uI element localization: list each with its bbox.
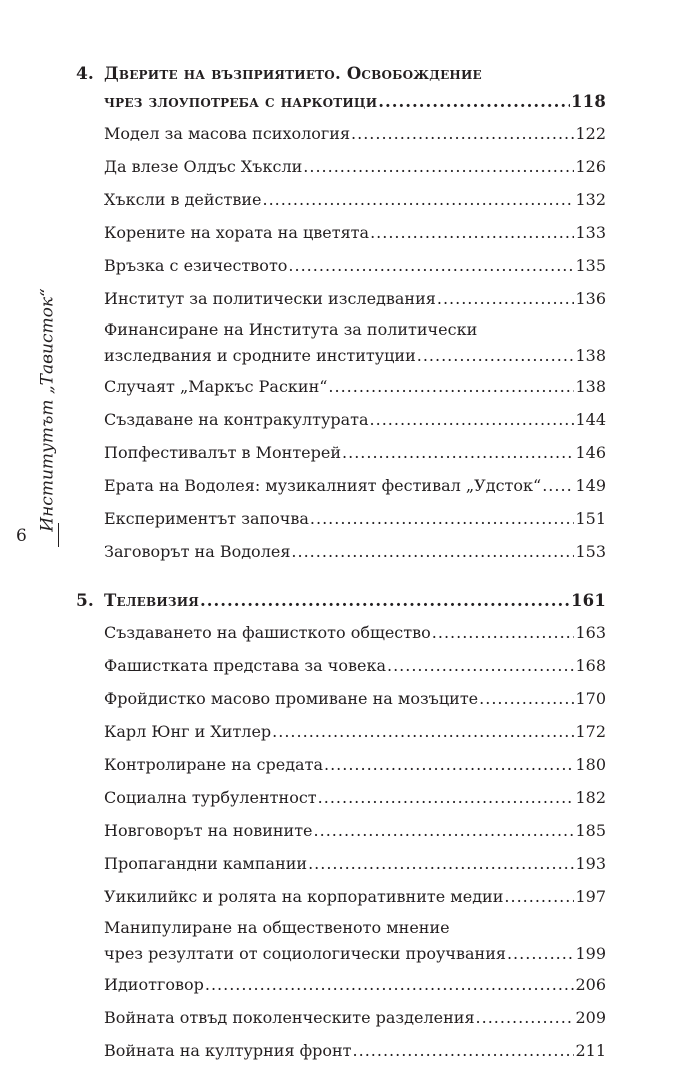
- dot-leader: [200, 587, 570, 615]
- table-of-contents: [76, 60, 606, 1066]
- dot-leader: [479, 684, 574, 714]
- page-ref: 138: [575, 346, 606, 365]
- entry-title: Войната отвъд поколенческите разделения: [104, 1008, 475, 1027]
- dot-leader: [387, 651, 574, 681]
- toc-entry[interactable]: [104, 284, 606, 314]
- dot-leader: [262, 185, 574, 215]
- dot-leader: [310, 504, 575, 534]
- dot-leader: [504, 882, 574, 912]
- page-ref: 138: [575, 377, 606, 396]
- dot-leader: [476, 1003, 575, 1033]
- entry-title: Фашистката представа за човека: [104, 656, 386, 675]
- chapter-number: 5.: [76, 591, 94, 611]
- folio-divider: [58, 523, 59, 547]
- page-ref: 135: [575, 256, 606, 275]
- dot-leader: [314, 816, 575, 846]
- entry-title-line: Манипулиране на общественото мнение: [104, 918, 450, 937]
- toc-entry[interactable]: [104, 152, 606, 182]
- page-ref: 197: [575, 887, 606, 906]
- entry-title: Институт за политически изследвания: [104, 289, 436, 308]
- toc-entry[interactable]: [104, 915, 606, 967]
- chapter-number: 4.: [76, 64, 94, 84]
- entry-title: Да влезе Олдъс Хъксли: [104, 157, 303, 176]
- toc-entry[interactable]: [104, 119, 606, 149]
- page-ref: 193: [575, 854, 606, 873]
- toc-entry[interactable]: [104, 471, 606, 501]
- entry-title-line: изследвания и сродните институции: [104, 346, 416, 365]
- chapter-title-line: Дверите на възприятието. Освобождение: [104, 64, 482, 83]
- dot-leader: [288, 251, 574, 281]
- entry-title: Фройдистко масово промиване на мозъците: [104, 689, 479, 708]
- entry-title: Хъксли в действие: [104, 190, 262, 209]
- entry-title-line: чрез резултати от социологически проучвания: [104, 944, 506, 963]
- page-ref: 180: [575, 755, 606, 774]
- entry-title: Създаване на контракултурата: [104, 410, 369, 429]
- dot-leader: [353, 1036, 575, 1066]
- page-ref: 168: [575, 656, 606, 675]
- chapter-5: [76, 587, 606, 1066]
- chapter-title-line: чрез злоупотреба с наркотици: [104, 92, 378, 111]
- entry-title: Идиотговор: [104, 975, 204, 994]
- page-ref: 146: [575, 443, 606, 462]
- dot-leader: [342, 438, 574, 468]
- page-ref: 170: [575, 689, 606, 708]
- toc-entry[interactable]: [104, 970, 606, 1000]
- toc-entry[interactable]: [104, 1036, 606, 1066]
- running-head: [30, 290, 66, 530]
- dot-leader: [328, 372, 574, 402]
- page-number: 6: [16, 526, 27, 546]
- dot-leader: [378, 88, 570, 116]
- page-ref: 163: [575, 623, 606, 642]
- page-ref: 151: [575, 509, 606, 528]
- page-ref: 199: [575, 944, 606, 963]
- entry-title: Ерата на Водолея: музикалният фестивал „Удсток“: [104, 476, 542, 495]
- entry-title: Създаването на фашисткото общество: [104, 623, 431, 642]
- toc-entry[interactable]: [104, 750, 606, 780]
- toc-entry[interactable]: [104, 251, 606, 281]
- toc-entry[interactable]: [104, 438, 606, 468]
- entry-title: Корените на хората на цветята: [104, 223, 370, 242]
- page-ref: 153: [575, 542, 606, 561]
- dot-leader: [370, 218, 574, 248]
- page-ref: 136: [575, 289, 606, 308]
- page-ref: 149: [575, 476, 606, 495]
- dot-leader: [542, 471, 574, 501]
- entry-title: Пропагандни кампании: [104, 854, 308, 873]
- dot-leader: [432, 618, 575, 648]
- toc-entry[interactable]: [104, 849, 606, 879]
- toc-entry[interactable]: [104, 504, 606, 534]
- page-ref: 206: [575, 975, 606, 994]
- dot-leader: [308, 849, 574, 879]
- dot-leader: [291, 537, 574, 567]
- toc-entry[interactable]: [104, 684, 606, 714]
- toc-entry[interactable]: [104, 185, 606, 215]
- toc-entry[interactable]: [104, 882, 606, 912]
- dot-leader: [318, 783, 575, 813]
- toc-entry[interactable]: [104, 816, 606, 846]
- entry-title: Попфестивалът в Монтерей: [104, 443, 342, 462]
- dot-leader: [507, 941, 574, 967]
- entry-title: Карл Юнг и Хитлер: [104, 722, 272, 741]
- entry-title: Експериментът започва: [104, 509, 309, 528]
- page-ref: 182: [575, 788, 606, 807]
- dot-leader: [324, 750, 574, 780]
- page-ref: 211: [575, 1041, 606, 1060]
- entry-title: Войната на културния фронт: [104, 1041, 352, 1060]
- dot-leader: [351, 119, 574, 149]
- toc-entry[interactable]: [104, 717, 606, 747]
- entry-title: Модел за масова психология: [104, 124, 351, 143]
- entry-title: Заговорът на Водолея: [104, 542, 291, 561]
- chapter-title[interactable]: [104, 60, 606, 116]
- dot-leader: [417, 343, 575, 369]
- chapter-title[interactable]: [104, 587, 606, 615]
- dot-leader: [205, 970, 575, 1000]
- page-ref: 144: [575, 410, 606, 429]
- toc-entry[interactable]: [104, 618, 606, 648]
- dot-leader: [437, 284, 575, 314]
- entry-title: Социална турбулентност: [104, 788, 317, 807]
- toc-entry[interactable]: [104, 405, 606, 435]
- entry-title: Уикилийкс и ролята на корпоративните медии: [104, 887, 504, 906]
- page-ref: 118: [570, 92, 606, 111]
- dot-leader: [272, 717, 574, 747]
- entry-title: Новговорът на новините: [104, 821, 313, 840]
- page-ref: 161: [570, 591, 606, 610]
- running-head-text: Институтът „Тависток“: [38, 288, 59, 532]
- page-ref: 126: [575, 157, 606, 176]
- chapter-4: [76, 60, 606, 567]
- dot-leader: [370, 405, 575, 435]
- toc-entry[interactable]: [104, 537, 606, 567]
- page-ref: 209: [575, 1008, 606, 1027]
- toc-entry[interactable]: [104, 1003, 606, 1033]
- page-ref: 133: [575, 223, 606, 242]
- entry-title: Случаят „Маркъс Раскин“: [104, 377, 328, 396]
- entry-title-line: Финансиране на Института за политически: [104, 320, 478, 339]
- toc-entry[interactable]: [104, 783, 606, 813]
- entry-title: Връзка с езичеството: [104, 256, 288, 275]
- toc-entry[interactable]: [104, 651, 606, 681]
- toc-entry[interactable]: [104, 372, 606, 402]
- page-ref: 185: [575, 821, 606, 840]
- page-ref: 122: [575, 124, 606, 143]
- entry-title: Контролиране на средата: [104, 755, 323, 774]
- toc-entry[interactable]: [104, 218, 606, 248]
- dot-leader: [303, 152, 574, 182]
- chapter-title-line: Телевизия: [104, 591, 200, 610]
- page-ref: 132: [575, 190, 606, 209]
- toc-entry[interactable]: [104, 317, 606, 369]
- page-ref: 172: [575, 722, 606, 741]
